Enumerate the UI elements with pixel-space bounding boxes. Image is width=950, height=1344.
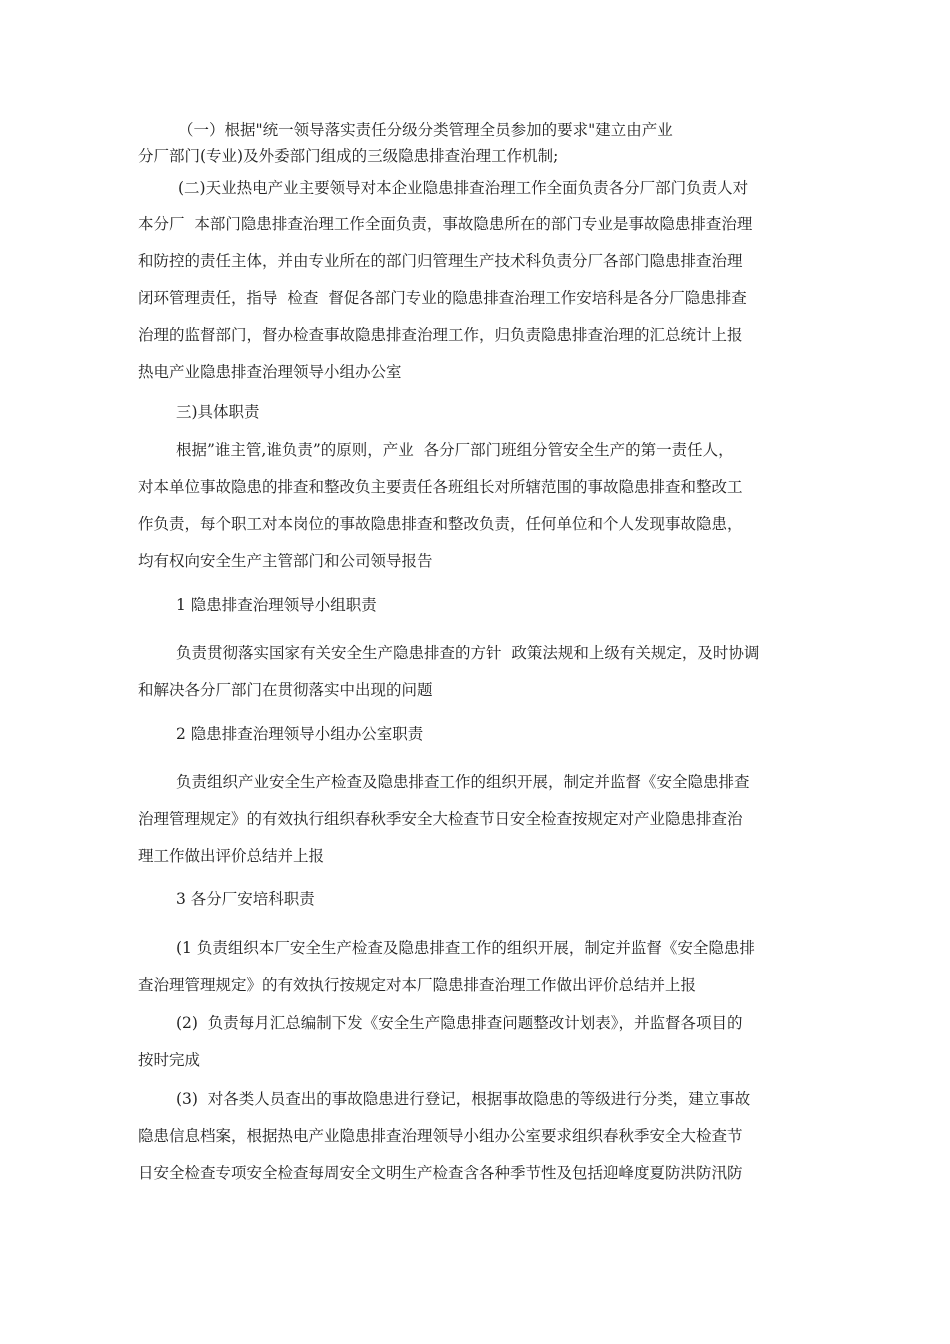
paragraph-1-line-2: 分厂部门(专业)及外委部门组成的三级隐患排查治理工作机制; [138, 147, 559, 165]
paragraph-3-line-3: 作负责，每个职工对本岗位的事故隐患排查和整改负责，任何单位和个人发现事故隐患， [138, 515, 743, 533]
subheading-2: 2 隐患排查治理领导小组办公室职责 [176, 725, 424, 743]
item-1-line-2: 查治理管理规定》的有效执行按规定对本厂隐患排查治理工作做出评价总结并上报 [138, 976, 697, 994]
section-heading-3: 三)具体职责 [176, 403, 260, 421]
item-2-line-2: 按时完成 [138, 1051, 201, 1069]
paragraph-2-line-4: 闭环管理责任，指导 检查 督促各部门专业的隐患排查治理工作安培科是各分厂隐患排查 [138, 289, 747, 307]
paragraph-2-line-5: 治理的监督部门，督办检查事故隐患排查治理工作，归负责隐患排查治理的汇总统计上报 [138, 326, 743, 344]
paragraph-5-line-2: 治理管理规定》的有效执行组织春秋季安全大检查节日安全检查按规定对产业隐患排查治 [138, 810, 743, 828]
paragraph-4-line-2: 和解决各分厂部门在贯彻落实中出现的问题 [138, 681, 433, 699]
item-3-line-1: (3) 对各类人员查出的事故隐患进行登记，根据事故隐患的等级进行分类，建立事故 [176, 1090, 751, 1108]
paragraph-1-line-1: （一）根据"统一领导落实责任分级分类管理全员参加的要求"建立由产业 [178, 121, 673, 139]
item-3-line-3: 日安全检查专项安全检查每周安全文明生产检查含各种季节性及包括迎峰度夏防洪防汛防 [138, 1164, 743, 1182]
item-2-line-1: (2) 负责每月汇总编制下发《安全生产隐患排查问题整改计划表》，并监督各项目的 [176, 1014, 743, 1032]
paragraph-2-line-1: (二)天业热电产业主要领导对本企业隐患排查治理工作全面负责各分厂部门负责人对 [178, 179, 749, 197]
paragraph-5-line-1: 负责组织产业安全生产检查及隐患排查工作的组织开展，制定并监督《安全隐患排查 [176, 773, 750, 791]
item-3-line-2: 隐患信息档案，根据热电产业隐患排查治理领导小组办公室要求组织春秋季安全大检查节 [138, 1127, 743, 1145]
paragraph-5-line-3: 理工作做出评价总结并上报 [138, 847, 325, 865]
item-1-line-1: (1 负责组织本厂安全生产检查及隐患排查工作的组织开展，制定并监督《安全隐患排 [176, 939, 755, 957]
paragraph-4-line-1: 负责贯彻落实国家有关安全生产隐患排查的方针 政策法规和上级有关规定，及时协调 [176, 644, 760, 662]
paragraph-2-line-6: 热电产业隐患排查治理领导小组办公室 [138, 363, 402, 381]
paragraph-2-line-2: 本分厂 本部门隐患排查治理工作全面负责，事故隐患所在的部门专业是事故隐患排查治理 [138, 215, 753, 233]
paragraph-3-line-4: 均有权向安全生产主管部门和公司领导报告 [138, 552, 433, 570]
paragraph-3-line-2: 对本单位事故隐患的排查和整改负主要责任各班组长对所辖范围的事故隐患排查和整改工 [138, 478, 743, 496]
paragraph-3-line-1: 根据”谁主管,谁负责”的原则，产业 各分厂部门班组分管安全生产的第一责任人， [176, 441, 734, 459]
paragraph-2-line-3: 和防控的责任主体，并由专业所在的部门归管理生产技术科负责分厂各部门隐患排查治理 [138, 252, 743, 270]
subheading-1: 1 隐患排查治理领导小组职责 [176, 596, 377, 614]
subheading-3: 3 各分厂安培科职责 [176, 890, 315, 908]
